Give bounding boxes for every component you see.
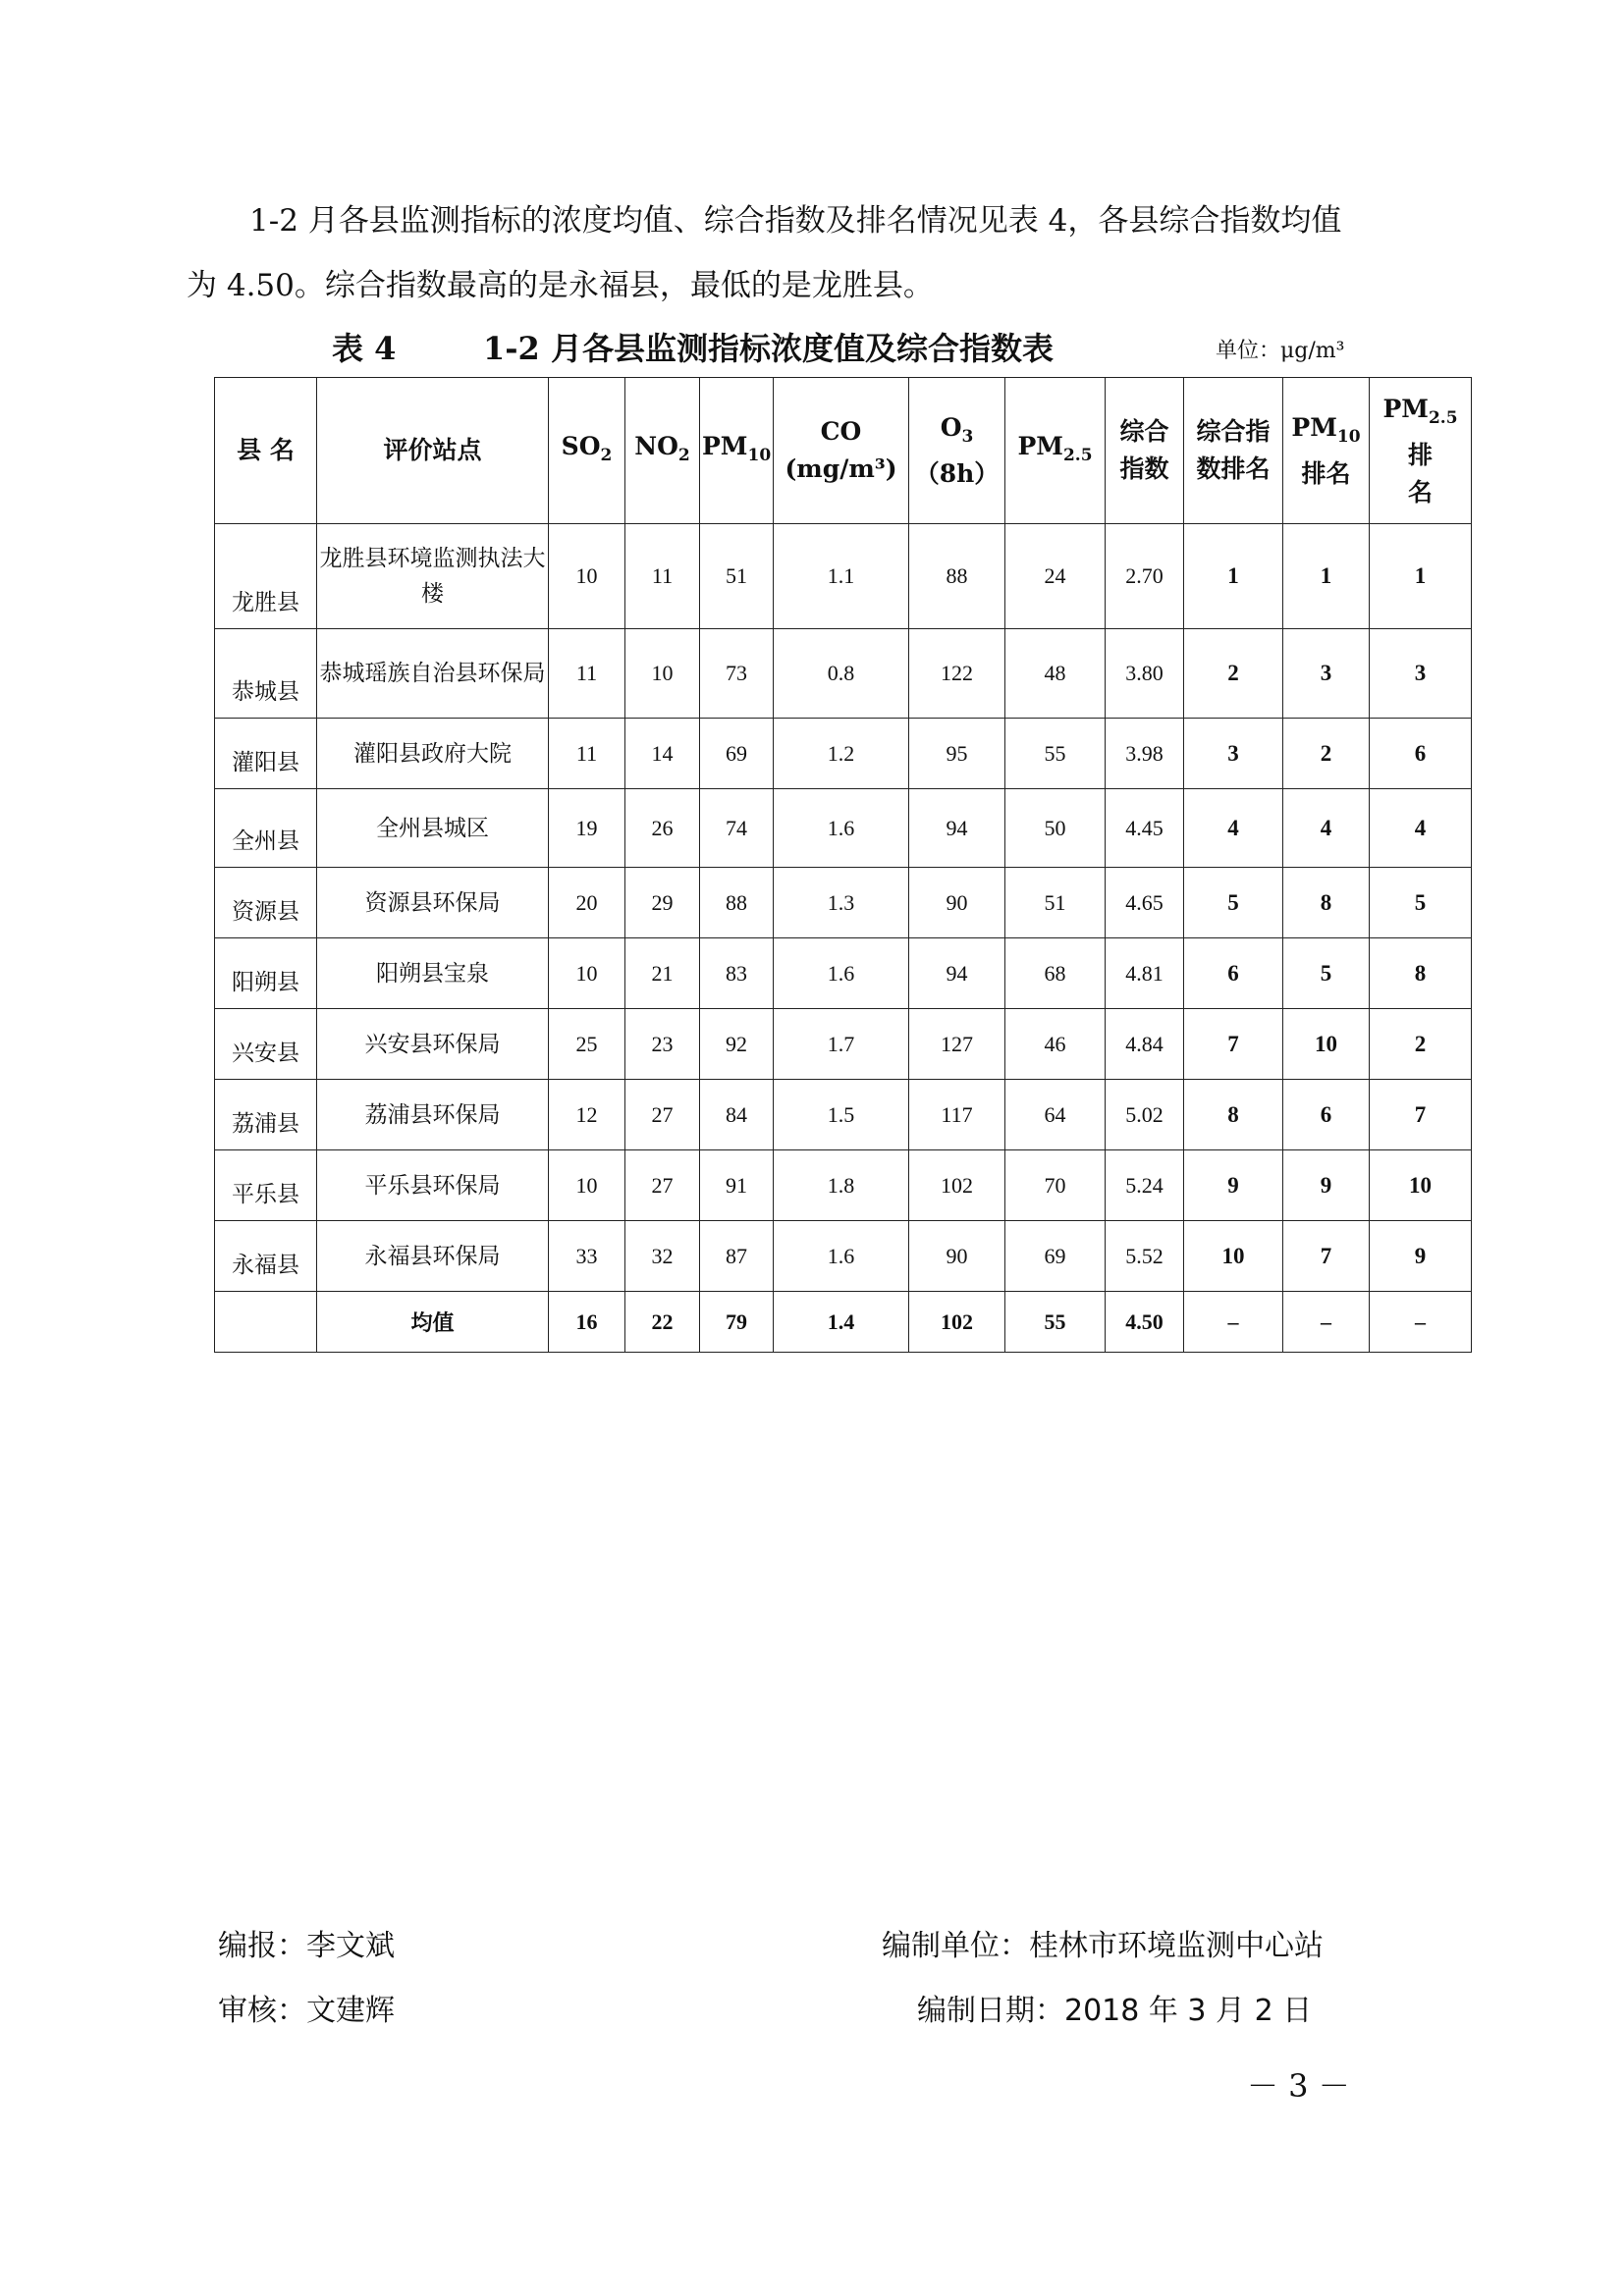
cell-index-rank: 3: [1184, 719, 1283, 789]
table-row: [215, 789, 1472, 868]
cell-average-pm10: 79: [700, 1292, 774, 1353]
footer-reporter: 编报：李文斌: [218, 1929, 395, 1963]
cell-pm10: 74: [700, 789, 774, 868]
cell-index-rank: 7: [1184, 1009, 1283, 1080]
cell-pm10-rank: 5: [1283, 938, 1370, 1009]
cell-pm25-rank: 10: [1370, 1150, 1472, 1221]
cell-pm10-rank: 4: [1283, 789, 1370, 868]
cell-o3: 90: [909, 1221, 1005, 1292]
table-row: [215, 1009, 1472, 1080]
cell-pm25: 55: [1005, 719, 1106, 789]
cell-no2: 27: [625, 1080, 700, 1150]
header-pm10-rank: $PM_{10}$ 排名: [1283, 378, 1370, 524]
table-row: [215, 938, 1472, 1009]
cell-pm25-rank: 8: [1370, 938, 1472, 1009]
county-index-table: [214, 377, 1472, 1353]
cell-average-label: 均值: [317, 1292, 549, 1353]
cell-index-rank: 9: [1184, 1150, 1283, 1221]
cell-no2: 29: [625, 868, 700, 938]
cell-pm25: 48: [1005, 629, 1106, 719]
cell-pm10-rank: 3: [1283, 629, 1370, 719]
cell-no2: 11: [625, 524, 700, 629]
cell-index-rank: 5: [1184, 868, 1283, 938]
cell-pm10: 69: [700, 719, 774, 789]
cell-co: 1.3: [774, 868, 909, 938]
cell-o3: 122: [909, 629, 1005, 719]
cell-so2: 20: [549, 868, 625, 938]
cell-pm25: 24: [1005, 524, 1106, 629]
cell-station: 阳朔县宝泉: [317, 938, 549, 1009]
footer-unit: 编制单位：桂林市环境监测中心站: [882, 1929, 1324, 1963]
cell-index: 4.84: [1106, 1009, 1184, 1080]
cell-co: 0.8: [774, 629, 909, 719]
cell-station: 永福县环保局: [317, 1221, 549, 1292]
header-o3: $O_3$ （8h）: [909, 378, 1005, 524]
cell-average-o3: 102: [909, 1292, 1005, 1353]
header-pm25-rank: $PM_{2.5}$排 名: [1370, 378, 1472, 524]
cell-average-no2: 22: [625, 1292, 700, 1353]
table-row: [215, 629, 1472, 719]
cell-average-pm25: 55: [1005, 1292, 1106, 1353]
table-row: [215, 1080, 1472, 1150]
cell-pm25: 51: [1005, 868, 1106, 938]
cell-index: 4.65: [1106, 868, 1184, 938]
cell-pm10-rank: 6: [1283, 1080, 1370, 1150]
cell-index-rank: 4: [1184, 789, 1283, 868]
cell-pm25-rank: 9: [1370, 1221, 1472, 1292]
header-county: 县 名: [215, 378, 317, 524]
cell-county: 阳朔县: [215, 938, 317, 1009]
cell-index: 3.80: [1106, 629, 1184, 719]
cell-co: 1.6: [774, 1221, 909, 1292]
cell-pm25-rank: 6: [1370, 719, 1472, 789]
cell-no2: 32: [625, 1221, 700, 1292]
cell-pm10: 83: [700, 938, 774, 1009]
table-caption: [0, 324, 1624, 373]
cell-no2: 10: [625, 629, 700, 719]
cell-pm25: 70: [1005, 1150, 1106, 1221]
cell-average-so2: 16: [549, 1292, 625, 1353]
cell-pm10: 91: [700, 1150, 774, 1221]
cell-county: 全州县: [215, 789, 317, 868]
cell-pm25-rank: 5: [1370, 868, 1472, 938]
cell-pm10-rank: 9: [1283, 1150, 1370, 1221]
cell-co: 1.1: [774, 524, 909, 629]
cell-no2: 21: [625, 938, 700, 1009]
header-pm10: $PM_{10}$: [700, 378, 774, 524]
cell-county: 灌阳县: [215, 719, 317, 789]
cell-station: 兴安县环保局: [317, 1009, 549, 1080]
footer-date: 编制日期：2018 年 3 月 2 日: [917, 1994, 1313, 2028]
cell-station: 资源县环保局: [317, 868, 549, 938]
cell-co: 1.8: [774, 1150, 909, 1221]
cell-county: 平乐县: [215, 1150, 317, 1221]
cell-pm25-rank: 1: [1370, 524, 1472, 629]
cell-average-pm10-rank: –: [1283, 1292, 1370, 1353]
cell-pm10-rank: 2: [1283, 719, 1370, 789]
cell-pm10: 92: [700, 1009, 774, 1080]
cell-station: 荔浦县环保局: [317, 1080, 549, 1150]
table-row: [215, 1221, 1472, 1292]
cell-average-co: 1.4: [774, 1292, 909, 1353]
cell-pm25: 69: [1005, 1221, 1106, 1292]
cell-index: 5.02: [1106, 1080, 1184, 1150]
header-index: 综合 指数: [1106, 378, 1184, 524]
cell-co: 1.6: [774, 789, 909, 868]
cell-pm25: 46: [1005, 1009, 1106, 1080]
cell-county: 龙胜县: [215, 524, 317, 629]
cell-o3: 90: [909, 868, 1005, 938]
table-row: [215, 868, 1472, 938]
cell-pm25-rank: 2: [1370, 1009, 1472, 1080]
cell-index: 5.24: [1106, 1150, 1184, 1221]
cell-index: 5.52: [1106, 1221, 1184, 1292]
cell-no2: 26: [625, 789, 700, 868]
cell-pm10-rank: 10: [1283, 1009, 1370, 1080]
cell-pm10: 73: [700, 629, 774, 719]
cell-pm10-rank: 1: [1283, 524, 1370, 629]
intro-line-2: 为 4.50。综合指数最高的是永福县，最低的是龙胜县。: [187, 268, 934, 303]
cell-o3: 127: [909, 1009, 1005, 1080]
table-row: [215, 1150, 1472, 1221]
cell-so2: 19: [549, 789, 625, 868]
header-so2: $SO_2$: [549, 378, 625, 524]
header-pm25: $PM_{2.5}$: [1005, 378, 1106, 524]
footer-reviewer: 审核：文建辉: [218, 1994, 395, 2028]
header-co: CO (mg/m³): [774, 378, 909, 524]
cell-co: 1.6: [774, 938, 909, 1009]
cell-pm25: 50: [1005, 789, 1106, 868]
cell-index-rank: 6: [1184, 938, 1283, 1009]
cell-county: 资源县: [215, 868, 317, 938]
cell-station: 全州县城区: [317, 789, 549, 868]
intro-line-1: 1-2 月各县监测指标的浓度均值、综合指数及排名情况见表 4，各县综合指数均值: [249, 203, 1342, 239]
cell-index: 4.81: [1106, 938, 1184, 1009]
cell-pm25: 68: [1005, 938, 1106, 1009]
intro-paragraph: [187, 188, 1435, 318]
cell-o3: 117: [909, 1080, 1005, 1150]
cell-so2: 10: [549, 524, 625, 629]
cell-so2: 33: [549, 1221, 625, 1292]
cell-o3: 102: [909, 1150, 1005, 1221]
table-number: 表 4: [332, 330, 397, 367]
cell-so2: 12: [549, 1080, 625, 1150]
cell-so2: 25: [549, 1009, 625, 1080]
page-number: － 3 －: [1247, 2067, 1350, 2105]
cell-co: 1.7: [774, 1009, 909, 1080]
table-row: [215, 719, 1472, 789]
cell-empty: [215, 1292, 317, 1353]
cell-o3: 94: [909, 938, 1005, 1009]
cell-co: 1.2: [774, 719, 909, 789]
cell-pm10: 88: [700, 868, 774, 938]
cell-average-index: 4.50: [1106, 1292, 1184, 1353]
header-station: 评价站点: [317, 378, 549, 524]
table-average-row: [215, 1292, 1472, 1353]
cell-county: 恭城县: [215, 629, 317, 719]
cell-pm10-rank: 8: [1283, 868, 1370, 938]
header-no2: $NO_2$: [625, 378, 700, 524]
cell-pm25-rank: 3: [1370, 629, 1472, 719]
cell-pm10-rank: 7: [1283, 1221, 1370, 1292]
cell-pm25: 64: [1005, 1080, 1106, 1150]
cell-o3: 88: [909, 524, 1005, 629]
cell-station: 灌阳县政府大院: [317, 719, 549, 789]
table-unit: 单位：μg/m³: [1216, 339, 1345, 363]
cell-county: 荔浦县: [215, 1080, 317, 1150]
cell-pm10: 87: [700, 1221, 774, 1292]
cell-so2: 11: [549, 719, 625, 789]
cell-so2: 10: [549, 938, 625, 1009]
cell-index-rank: 1: [1184, 524, 1283, 629]
table-header-row: [215, 378, 1472, 524]
cell-so2: 10: [549, 1150, 625, 1221]
cell-no2: 14: [625, 719, 700, 789]
cell-average-pm25-rank: –: [1370, 1292, 1472, 1353]
cell-station: 平乐县环保局: [317, 1150, 549, 1221]
cell-pm10: 51: [700, 524, 774, 629]
cell-pm10: 84: [700, 1080, 774, 1150]
cell-co: 1.5: [774, 1080, 909, 1150]
cell-station: 恭城瑶族自治县环保局: [317, 629, 549, 719]
cell-county: 兴安县: [215, 1009, 317, 1080]
cell-average-index-rank: –: [1184, 1292, 1283, 1353]
cell-pm25-rank: 7: [1370, 1080, 1472, 1150]
cell-o3: 94: [909, 789, 1005, 868]
cell-index-rank: 2: [1184, 629, 1283, 719]
cell-index: 2.70: [1106, 524, 1184, 629]
header-index-rank: 综合指 数排名: [1184, 378, 1283, 524]
cell-o3: 95: [909, 719, 1005, 789]
cell-no2: 27: [625, 1150, 700, 1221]
cell-index: 3.98: [1106, 719, 1184, 789]
cell-index: 4.45: [1106, 789, 1184, 868]
cell-index-rank: 10: [1184, 1221, 1283, 1292]
table-row: [215, 524, 1472, 629]
cell-so2: 11: [549, 629, 625, 719]
table-title: 1-2 月各县监测指标浓度值及综合指数表: [483, 330, 1054, 367]
cell-station: 龙胜县环境监测执法大楼: [317, 524, 549, 629]
cell-no2: 23: [625, 1009, 700, 1080]
cell-county: 永福县: [215, 1221, 317, 1292]
cell-index-rank: 8: [1184, 1080, 1283, 1150]
cell-pm25-rank: 4: [1370, 789, 1472, 868]
